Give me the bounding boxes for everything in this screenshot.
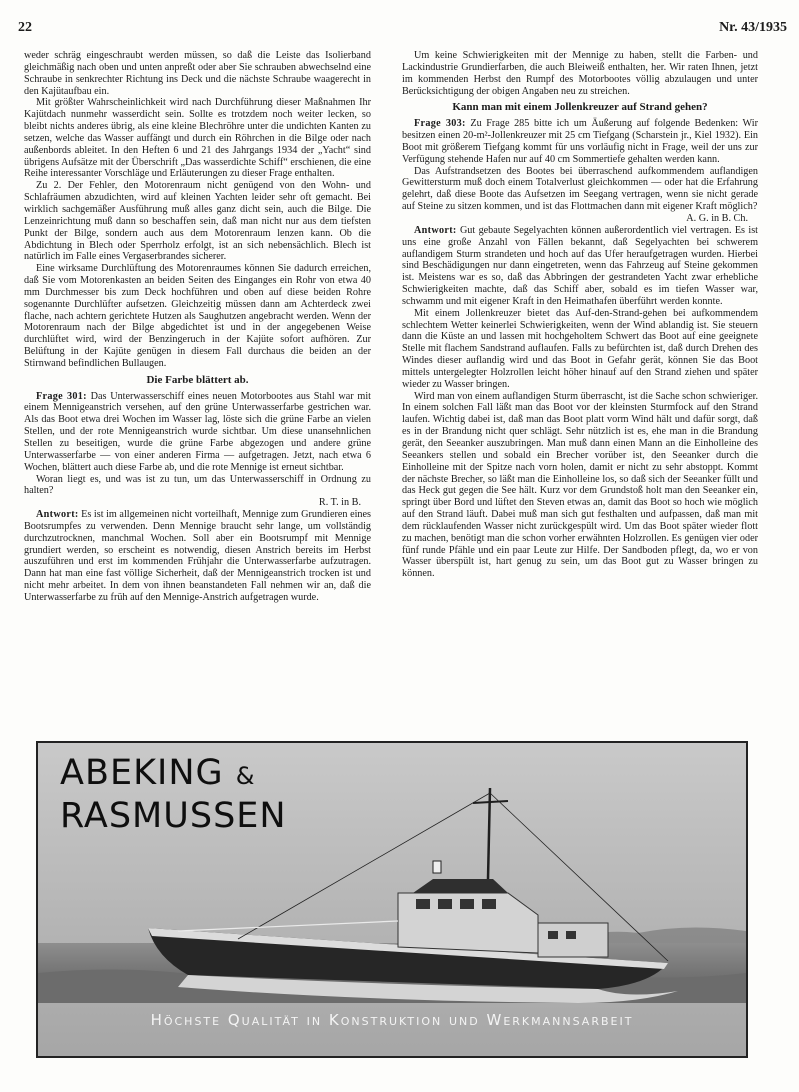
question-text: Zu Frage 285 bitte ich um Äußerung auf folgende Bedenken: Wir besitzen einen 20-m²-Jollenkreuzer mit 25 cm Tiefgang (Scharstein jr., Kiel 1932). Ein Boot mit größerem Tiefgang kommt für uns vorläufig nicht in Frage, weil der uns zur Verfügung stehende Hafen nur auf 40 cm Sommertiefe gehalten werden kann.: [402, 118, 758, 165]
ad-title-line2: RASMUSSEN: [60, 796, 287, 836]
issue-number: Nr. 43/1935: [719, 20, 787, 35]
question-label: Frage 301:: [36, 390, 87, 402]
question-paragraph: [402, 118, 758, 165]
paragraph: Zu 2. Der Fehler, den Motorenraum nicht genügend von den Wohn- und Schlafräumen abzudichten, wird auf kleinen Yachten leider sehr oft gemacht. Bei wirklich sachgemäßer Ausführung muß alles ganz dicht sein, auch die Bilge. Die Lenzeinrichtung muß dann so beschaffen sein, daß man nicht nur aus dem tiefsten Punkt der Bilge, sondern auch aus dem Motorenraum lenzen kann. Ob die Abdichtung in Blech oder Sperrholz erfolgt, ist an sich nebensächlich. Blech ist natürlich im Falle eines Vergaserbrandes sicherer.: [24, 180, 371, 263]
paragraph: Mit einem Jollenkreuzer bietet das Auf-den-Strand-gehen bei aufkommendem schlechtem Wetter keinerlei Schwierigkeiten, wenn der Wind ablandig ist. Sie steuern dann die Küste an und lassen mit hochgeholtem Schwert das Boot auf eine geeignete Stelle mit flachem Sandstrand auflaufen. Falls zu befürchten ist, daß durch Drehen des Windes dieser auflandig wird und das Boot in Gefahr gerät, können Sie das Boot mittels untergelegter Holzrollen leicht höher hinauf auf den Strand ziehen und später wieder zu Wasser bringen.: [402, 307, 758, 390]
left-column: [24, 50, 371, 604]
answer-label: Antwort:: [414, 224, 457, 236]
ad-slogan: Höchste Qualität in Konstruktion und Werkmannsarbeit: [150, 1011, 634, 1029]
question-label: Frage 303:: [414, 118, 466, 130]
answer-paragraph: [24, 509, 371, 604]
question-paragraph: [24, 391, 371, 474]
question-text: Das Unterwasserschiff eines neuen Motorbootes aus Stahl war mit einem Mennigeanstrich versehen, auf den grüne Unterwasserfarbe gestrichen war. Als das Boot etwa drei Wochen im Wasser lag, löste sich die grüne Farbe an vielen Stellen, und der rote Mennigeanstrich wurde sichtbar. Um diese unansehnlichen Stellen zu beseitigen, wurde die grüne Farbe abgezogen und andere grüne Unterwasserfarbe — von einer anderen Firma — aufgetragen. Jetzt, nach etwa 6 Wochen, blättert auch diese Farbe ab, und die rote Mennige ist erneut sichtbar.: [24, 390, 371, 473]
ad-title-line1: ABEKING: [60, 753, 224, 793]
advertisement: [36, 741, 748, 1058]
question-signature: A. G. in B. Ch.: [686, 212, 748, 224]
ad-company-name: [60, 753, 287, 836]
paragraph: weder schräg eingeschraubt werden müssen, so daß die Leiste das Isolierband gleichmäßig nach oben und unten anpreßt oder aber Sie schrauben abwechselnd eine Schraube in senkrechter Richtung ins Deck und die nächste Schraube waagerecht in den Kajütaufbau ein.: [24, 50, 371, 97]
answer-paragraph: [402, 225, 758, 308]
paragraph: Um keine Schwierigkeiten mit der Mennige zu haben, stellt die Farben- und Lackindustrie Grundierfarben, die auch Bleiweiß enthalten, her. Wir raten Ihnen, jetzt im kommenden Herbst den Rumpf des Motorbootes völlig abzulaugen und unter Berücksichtigung der obigen Angaben neu zu streichen.: [402, 50, 758, 97]
section-heading: Die Farbe blättert ab.: [146, 373, 249, 386]
paragraph: Wird man von einem auflandigen Sturm überrascht, ist die Sache schon schwieriger. In einem solchen Fall läßt man das Boot vor der kleinsten Sturmfock auf den Strand laufen. Wichtig dabei ist, daß man das Boot platt vorm Wind hält und dafür sorgt, daß es in der Brandung nicht quer schlägt. Sehr nützlich ist es, ehe man in die Brandung gerät, den Seeanker auszubringen. Man muß dann einen Mann an die Einholleine des Seeankers stellen und sobald ein Brecher vorüber ist, den Seeanker durch die Einholleine mit der Spitze nach vorn holen, damit er nicht zu sehr abstoppt. Kommt der nächste Brecher, so läßt man die Einholleine los, so daß sich der Seeanker füllt und das Heck gut gegen die See hält. Kurz vor dem Grundstoß holt man den Seeanker ein, springt über Bord und lüftet den Steven etwas an, damit das Boot so hoch wie möglich auf den Strand läuft. Dabei muß man sich gut festhalten und aufpassen, daß man mit dem rücklaufenden Wasser nicht zurückgespült wird. Um das Boot später wieder flott zu machen, benötigt man die schon vorher erwähnten Holzrollen. Es genügen vier oder fünf runde Pfähle und ein paar Leute zur Hilfe. Der Sandboden pflegt, da, wo er von Wasser überspült ist, hart genug zu sein, um das Boot gut zu Wasser bringen zu können.: [402, 390, 758, 580]
answer-text: Es ist im allgemeinen nicht vorteilhaft, Mennige zum Grundieren eines Bootsrumpfes zu verwenden. Denn Mennige braucht sehr lange, um vollständig durchzutrocknen, manchmal Wochen. Soll aber ein Bootsrumpf mit Mennige grundiert werden, so erscheint es notwendig, diesen Anstrich bereits im Herbst auszuführen und erst im kommenden Frühjahr die Unterwasserfarbe aufzutragen. Dann hat man eine fast völlige Sicherheit, daß der Mennigeanstrich trocken ist und nicht mehr arbeitet. In dem von ihnen beanstandeten Fall nehmen wir an, daß die Unterwasserfarbe zu früh auf den Mennige-Anstrich aufgetragen wurde.: [24, 509, 372, 603]
page-number: 22: [18, 20, 32, 35]
ad-ampersand: &: [235, 762, 256, 790]
right-column: [402, 50, 758, 580]
question-end: Woran liegt es, und was ist zu tun, um das Unterwasserschiff in Ordnung zu halten? R. T. in B.: [24, 473, 371, 509]
answer-text: Gut gebaute Segelyachten können außerordentlich viel vertragen. Es ist uns eine große Anzahl von Fällen bekannt, daß Segelyachten bei schwerem auflandigem Sturm strandeten und hoch auf das Ufer heraufgetragen wurden. Hierbei sind Beschädigungen nur dann eingetreten, wenn das Fahrzeug auf Steine gekommen ist. Meistens war es so, daß das Abbringen der gestrandeten Yacht zwar erhebliche Schwierigkeiten machte, daß das Schiff aber, sobald es im tiefen Wasser war, schwamm und mit eigener Kraft in den Heimathafen überführt werden konnte.: [402, 224, 758, 307]
answer-label: Antwort:: [36, 509, 79, 521]
paragraph: Mit größter Wahrscheinlichkeit wird nach Durchführung dieser Maßnahmen Ihr Kajütdach nunmehr wasserdicht sein. Sollte es trotzdem noch weiter lecken, so bleibt nichts anderes übrig, als eine kleine Blechröhre unter die undichten Kanten zu setzen, welche das Wasser auffängt und durch ein Röhrchen in die Bilge oder nach außenbords ableitet. In den Heften 6 und 21 des Jahrgangs 1934 der „Yacht“ sind übrigens Aufsätze mit der Überschrift „Das wasserdichte Schiff“ erschienen, die eine Reihe interessanter Vorschläge und Erläuterungen zu dieser Frage enthalten.: [24, 97, 371, 180]
question-signature: R. T. in B.: [318, 497, 361, 509]
paragraph: Eine wirksame Durchlüftung des Motorenraumes können Sie dadurch erreichen, daß Sie vom Motorenkasten an beiden Seiten des Einganges ein Rohr von etwa 40 mm Durchmesser bis zum Deck hochführen und oben auf diese beiden Rohre sogenannte Durchlüfter aufsetzen. Gleichzeitig müssen dann am Achterdeck zwei flache, nach achtern gerichtete Hutzen als Saughutzen angebracht werden. Wenn der Motorenraum nach der Bilge abgedichtet ist und in der angegebenen Weise durchlüftet wird, wird der Benzingeruch in der Kajüte sofort aufhören. Zur Belüftung in der Kajüte genügen in diesem Fall durchaus die beiden an der Stirnwand befindlichen Bullaugen.: [24, 263, 371, 369]
section-heading: Kann man mit einem Jollenkreuzer auf Strand gehen?: [452, 101, 708, 114]
question-paragraph-2: Das Aufstrandsetzen des Bootes bei überraschend aufkommendem auflandigen Gewittersturm muß doch einem Totalverlust gleichkommen — oder hat die Erfahrung gelehrt, daß diese Boote das Aufsetzen im Seegang vertragen, wenn sie nicht gerade auf Steine zu sitzen kommen, und ist das Flottmachen dann mit eigener Kraft möglich? A. G. in B. Ch.: [402, 165, 758, 224]
